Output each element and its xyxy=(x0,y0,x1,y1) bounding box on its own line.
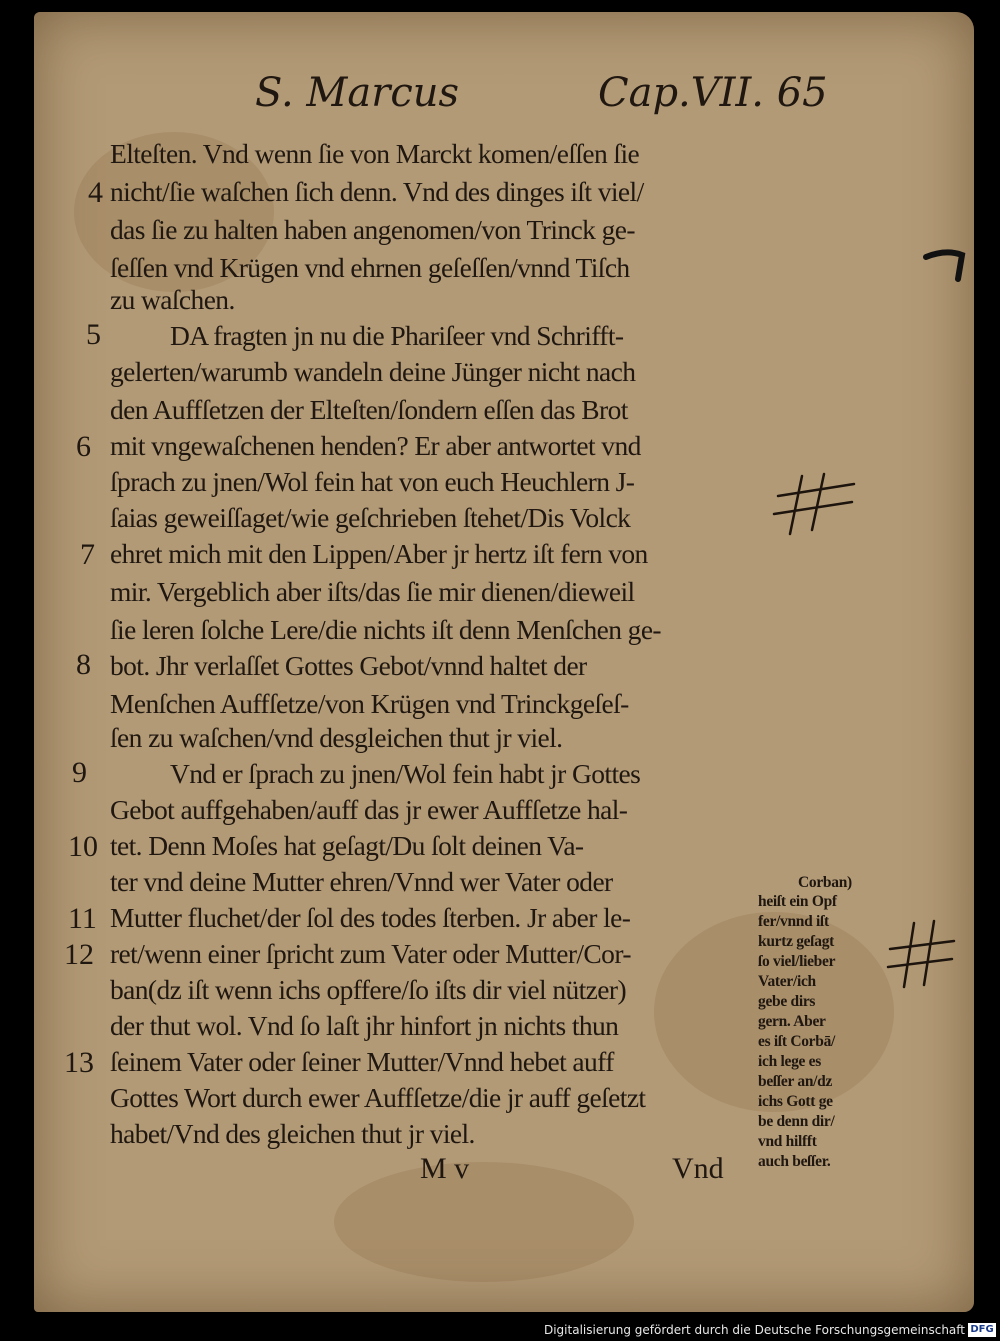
note-line: Vater/ich xyxy=(758,973,816,990)
verse-number: 4 xyxy=(88,176,103,209)
signature-mark: M v xyxy=(420,1152,470,1185)
text-line: den Auffſetzen der Elteſten/ſondern eſſen das Brot xyxy=(110,394,628,425)
paper-stain xyxy=(334,1162,634,1282)
text-line: habet/Vnd des gleichen thut jr viel. xyxy=(110,1118,475,1149)
note-line: fer/vnnd iſt xyxy=(758,913,829,930)
text-line: nicht/ſie waſchen ſich denn. Vnd des dinges iſt viel/ xyxy=(110,176,644,207)
note-line: heiſt ein Opf xyxy=(758,893,837,910)
text-line: ſen zu waſchen/vnd desgleichen thut jr viel. xyxy=(110,722,563,753)
note-line: gern. Aber xyxy=(758,1013,826,1030)
verse-number: 6 xyxy=(76,430,91,463)
verse-number: 8 xyxy=(76,648,91,681)
note-line: auch beſſer. xyxy=(758,1153,831,1170)
handwritten-hash-mark-icon xyxy=(880,915,960,995)
note-line: ich lege es xyxy=(758,1053,821,1070)
handwritten-mark-icon xyxy=(920,245,980,285)
note-line: ſo viel/lieber xyxy=(758,953,836,970)
text-line: mir. Vergeblich aber iſts/das ſie mir dienen/dieweil xyxy=(110,576,635,607)
text-line: bot. Jhr verlaſſet Gottes Gebot/vnnd haltet der xyxy=(110,650,587,681)
text-line: DA fragten jn nu die Phariſeer vnd Schrifft- xyxy=(170,320,624,351)
verse-number: 12 xyxy=(64,938,94,971)
dfg-logo: DFG xyxy=(968,1323,996,1337)
text-line: der thut wol. Vnd ſo laſt jhr hinfort jn nichts thun xyxy=(110,1010,619,1041)
text-line: ban(dz iſt wenn ichs opffere/ſo iſts dir viel nützer) xyxy=(110,974,626,1005)
text-line: ter vnd deine Mutter ehren/Vnnd wer Vater oder xyxy=(110,866,613,897)
credit-text: Digitalisierung gefördert durch die Deutsche Forschungsgemeinschaft xyxy=(543,1323,965,1337)
note-line: be denn dir/ xyxy=(758,1113,835,1130)
text-line: ehret mich mit den Lippen/Aber jr hertz iſt fern von xyxy=(110,538,648,569)
catchword: Vnd xyxy=(672,1152,724,1185)
running-header-book: S. Marcus xyxy=(255,70,460,116)
running-header-chapter-page: Cap.VII. 65 xyxy=(598,70,828,116)
text-line: Gebot auffgehaben/auff das jr ewer Auffſetze hal- xyxy=(110,794,628,825)
text-line: mit vngewaſchenen henden? Er aber antwortet vnd xyxy=(110,430,641,461)
text-line: ſie leren ſolche Lere/die nichts iſt denn Menſchen ge- xyxy=(110,614,661,645)
verse-number: 10 xyxy=(68,830,98,863)
text-line: ſeſſen vnd Krügen vnd ehrnen geſeſſen/vnnd Tiſch xyxy=(110,252,630,283)
verse-number: 5 xyxy=(86,318,101,351)
text-line: Menſchen Auffſetze/von Krügen vnd Trinckgeſeſ- xyxy=(110,688,629,719)
text-line: gelerten/warumb wandeln deine Jünger nicht nach xyxy=(110,356,636,387)
text-line: tet. Denn Moſes hat geſagt/Du ſolt deinen Va- xyxy=(110,830,584,861)
text-line: ſprach zu jnen/Wol fein hat von euch Heuchlern J- xyxy=(110,466,635,497)
text-line: zu waſchen. xyxy=(110,284,235,315)
text-line: ret/wenn einer ſpricht zum Vater oder Mutter/Cor- xyxy=(110,938,631,969)
verse-number: 13 xyxy=(64,1046,94,1079)
note-line: ichs Gott ge xyxy=(758,1093,833,1110)
note-line: Corban) xyxy=(798,874,852,891)
handwritten-hash-mark-icon xyxy=(766,470,866,540)
text-line: Mutter fluchet/der ſol des todes ſterben. Jr aber le- xyxy=(110,902,631,933)
text-line: ſaias geweiſſaget/wie geſchrieben ſtehet/Dis Volck xyxy=(110,502,631,533)
note-line: gebe dirs xyxy=(758,993,816,1010)
verse-number: 7 xyxy=(80,538,95,571)
verse-number: 11 xyxy=(68,902,97,935)
text-line: Elteſten. Vnd wenn ſie von Marckt komen/eſſen ſie xyxy=(110,138,640,169)
note-line: vnd hilfft xyxy=(758,1133,817,1150)
note-line: es iſt Corbā/ xyxy=(758,1033,836,1050)
note-line: kurtz geſagt xyxy=(758,933,835,950)
text-line: Vnd er ſprach zu jnen/Wol fein habt jr Gottes xyxy=(170,758,641,789)
text-line: das ſie zu halten haben angenomen/von Trinck ge- xyxy=(110,214,635,245)
text-line: ſeinem Vater oder ſeiner Mutter/Vnnd hebet auff xyxy=(110,1046,614,1077)
verse-number: 9 xyxy=(72,756,87,789)
text-line: Gottes Wort durch ewer Auffſetze/die jr auff geſetzt xyxy=(110,1082,646,1113)
note-line: beſſer an/dz xyxy=(758,1073,833,1090)
